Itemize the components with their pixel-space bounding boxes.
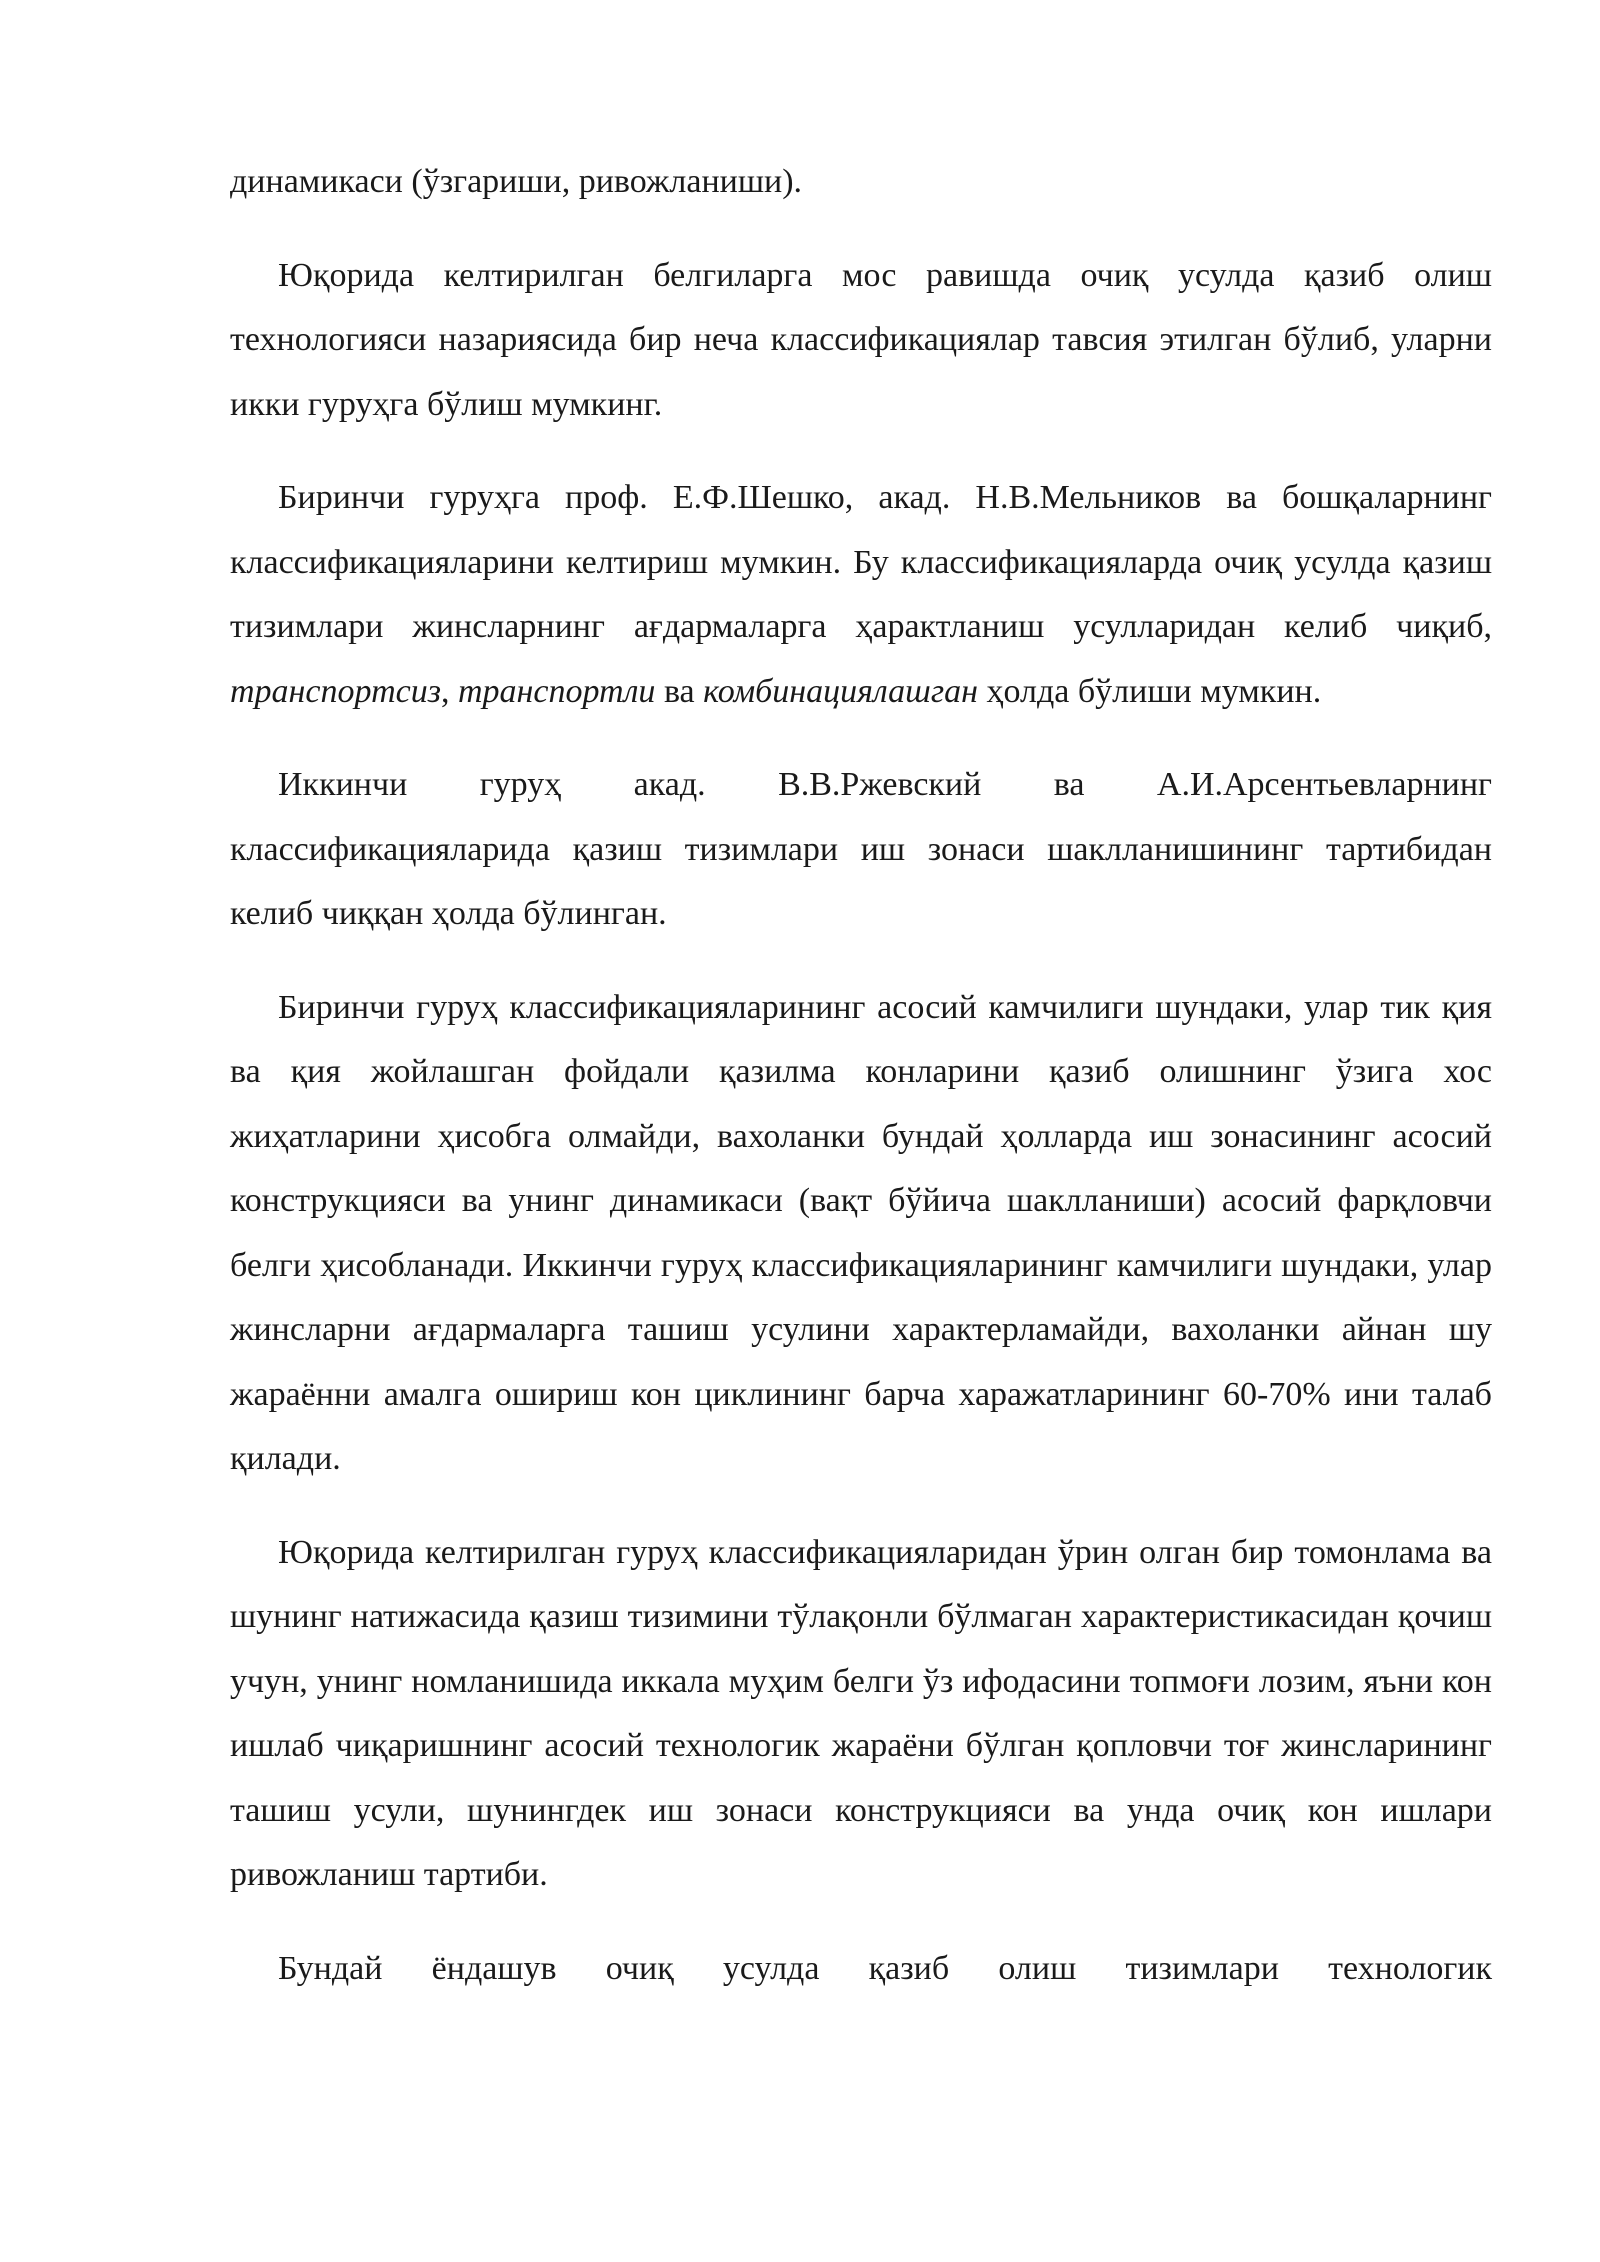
- first-group-ending: ҳолда бўлиши мумкин.: [986, 672, 1322, 710]
- paragraph-classification-intro: Юқорида келтирилган белгиларга мос равишда очиқ усулда қазиб олиш технологияси назариясида бир неча классификациялар тавсия этилган бўлиб, уларни икки гуруҳга бўлиш мумкинг.: [230, 256, 1492, 423]
- italic-term-transport: транспортли: [457, 672, 656, 710]
- paragraph-continuation: динамикаси (ўзгариши, ривожланиши).: [230, 163, 803, 200]
- paragraph-naming-approach: Юқорида келтирилган гуруҳ классификацияларидан ўрин олган бир томонлама ва шунинг натижасида қазиш тизимини тўлақонли бўлмаган характеристикасидан қочиш учун, унинг номланишида иккала муҳим белги ўз ифодасини топмоғи лозим, яъни кон ишлаб чиқаришнинг асосий технологик жараёни бўлган қопловчи тоғ жинсларининг ташиш усули, шунингдек иш зонаси конструкцияси ва унда очиқ кон ишлари ривожланиш тартиби.: [230, 1533, 1492, 1893]
- paragraph-second-group: Иккинчи гуруҳ акад. В.В.Ржевский ва А.И.Арсентьевларнинг классификацияларида қазиш тизимлари иш зонаси шаклланишининг тартибидан келиб чиққан ҳолда бўлинган.: [230, 766, 1492, 932]
- paragraph-first-group: [230, 466, 1492, 724]
- document-body: [230, 150, 1492, 2001]
- italic-term-transportless: транспортсиз: [230, 672, 441, 710]
- comma: ,: [440, 672, 450, 710]
- first-group-text: Биринчи гуруҳга проф. Е.Ф.Шешко, акад. Н.В.Мельников ва бошқаларнинг классификацияларини келтириш мумкин. Бу классификацияларда очиқ усулда қазиш тизимлари жинсларнинг ағдармаларга ҳарактланиш усулларидан келиб чиқиб,: [230, 479, 1492, 645]
- paragraph-shortcomings: Биринчи гуруҳ классификацияларининг асосий камчилиги шундаки, улар тик қия ва қия жойлашган фойдали қазилма конларини қазиб олишнинг ўзига хос жиҳатларини ҳисобга олмайди, вахоланки бундай ҳолларда иш зонасининг асосий конструкцияси ва унинг динамикаси (вақт бўйича шаклланиши) асосий фарқловчи белги ҳисобланади. Иккинчи гуруҳ классификацияларининг камчилиги шундаки, улар жинсларни ағдармаларга ташиш усулини характерламайди, вахоланки айнан шу жараённи амалга ошириш кон циклининг барча харажатларининг 60-70% ини талаб қилади.: [230, 988, 1492, 1477]
- conjunction: ва: [663, 672, 695, 710]
- paragraph-approach-start: Бундай ёндашув очиқ усулда қазиб олиш тизимлари технологик: [278, 1949, 1492, 1987]
- italic-term-combined: комбинациялашган: [703, 672, 978, 710]
